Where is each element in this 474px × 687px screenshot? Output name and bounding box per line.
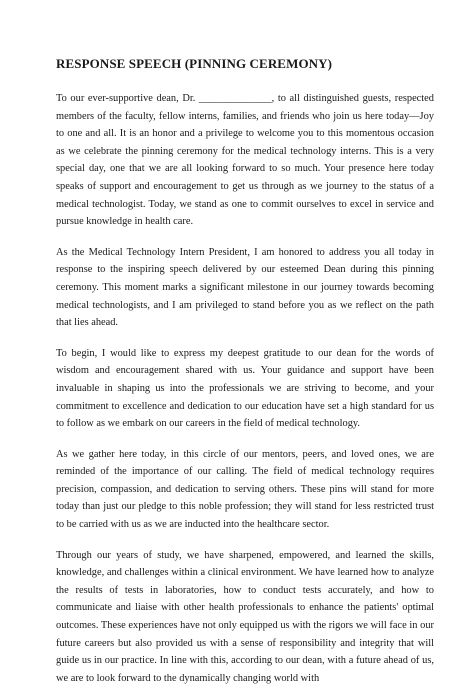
document-title: RESPONSE SPEECH (PINNING CEREMONY) [56, 56, 333, 71]
paragraph-gratitude: To begin, I would like to express my deepest gratitude to our dean for the words of wisdom and encouragement shared with us. Your guidance and support have been invaluable in shaping us into the professionals we are striving to become, and your commitment to excellence and dedication to our education have set a high standard for us to follow as we embark on our careers in the field of medical technology. [56, 347, 434, 430]
paragraph-years-of-study: Through our years of study, we have sharpened, empowered, and learned the skills, knowledge, and challenges within a clinical environment. We have learned how to analyze the results of tests in laboratories, how to conduct tests accurately, and how to communicate and liaise with other health professionals to enhance the patients' optimal outcomes. These experiences have not only equipped us with the rigors we will face in our future careers but also provided us with a sense of responsibility and integrity that will guide us in our practice. In line with this, according to our dean, with a future ahead of us, we are to look forward to the dynamically changing world with [56, 549, 434, 684]
paragraph-calling: As we gather here today, in this circle of our mentors, peers, and loved ones, we are reminded of the importance of our calling. The field of medical technology requires precision, compassion, and dedication to serving others. These pins will stand for more today than just our pledge to this noble profession; they will stand for less restricted trust to be carried with us as we are inducted into the healthcare sector. [56, 448, 434, 531]
paragraph-intern-president: As the Medical Technology Intern President, I am honored to address you all today in response to the inspiring speech delivered by our esteemed Dean during this pinning ceremony. This moment marks a significant milestone in our journey towards becoming medical technologists, and I am privileged to stand before you as we reflect on the path that lies ahead. [56, 246, 434, 329]
paragraph-opening: To our ever-supportive dean, Dr. ______________, to all distinguished guests, respected members of the faculty, fellow interns, families, and friends who join us here today—Joy to one and all. It is an honor and a privilege to welcome you to this momentous occasion as we celebrate the pinning ceremony for the medical technology interns. This is a very special day, one that we are all looking forward to so much. Your presence here today speaks of support and encouragement to get us through as we journey to the status of a medical technologist. Today, we stand as one to commit ourselves to excel in service and pursue knowledge in health care. [56, 93, 434, 228]
